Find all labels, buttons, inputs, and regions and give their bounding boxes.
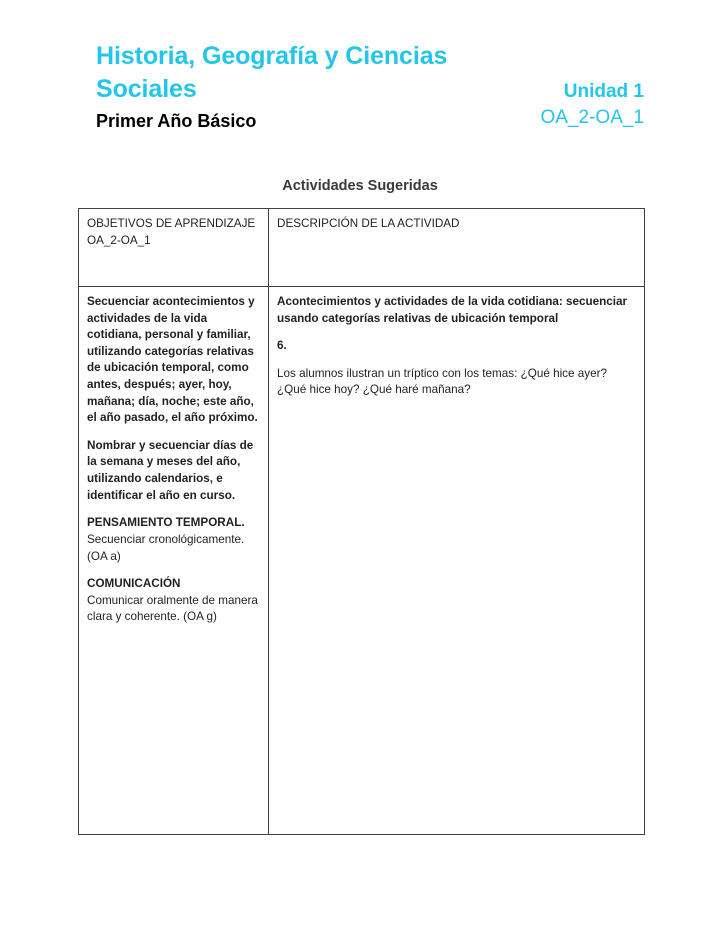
table-row	[79, 287, 645, 835]
comunicacion-text: Comunicar oralmente de manera clara y coherente. (OA g)	[87, 593, 258, 624]
column-header-descripcion: DESCRIPCIÓN DE LA ACTIVIDAD	[269, 209, 645, 287]
document-header	[96, 40, 644, 133]
cell-descripcion	[269, 287, 645, 835]
page-title: Historia, Geografía y Ciencias Sociales	[96, 42, 448, 103]
objetivo-paragraph-2: Nombrar y secuenciar días de la semana y meses del año, utilizando calendarios, e identificar el año en curso.	[87, 438, 254, 502]
unit-label: Unidad 1	[563, 81, 644, 102]
objetivo-paragraph-4	[87, 576, 260, 626]
activity-number: 6.	[277, 339, 287, 353]
pensamiento-temporal-text: Secuenciar cronológicamente. (OA a)	[87, 532, 245, 563]
column-header-objetivos: OBJETIVOS DE APRENDIZAJE OA_2-OA_1	[79, 209, 269, 287]
objetivo-paragraph-1: Secuenciar acontecimientos y actividades de la vida cotidiana, personal y familiar, utilizando categorías relativas de ubicación temporal, como antes, después; ayer, hoy, mañana; día, noche; este año, el año pasado, el año próximo.	[87, 295, 258, 425]
cell-objetivos	[79, 287, 269, 835]
activity-lead-text: Acontecimientos y actividades de la vida cotidiana: secuenciar usando categorías relativas de ubicación temporal	[277, 295, 628, 325]
comunicacion-label: COMUNICACIÓN	[87, 577, 181, 591]
table-header-row	[79, 209, 645, 287]
section-title: Actividades Sugeridas	[282, 178, 438, 194]
page-subtitle: Primer Año Básico	[96, 111, 257, 131]
objetivo-paragraph-3	[87, 515, 260, 565]
activity-body-text: Los alumnos ilustran un tríptico con los temas: ¿Qué hice ayer? ¿Qué hice hoy? ¿Qué haré mañana?	[277, 366, 608, 397]
header-meta	[384, 80, 644, 130]
pensamiento-temporal-label: PENSAMIENTO TEMPORAL.	[87, 516, 245, 530]
oa-code-label: OA_2-OA_1	[540, 106, 644, 128]
activities-table	[78, 208, 645, 835]
